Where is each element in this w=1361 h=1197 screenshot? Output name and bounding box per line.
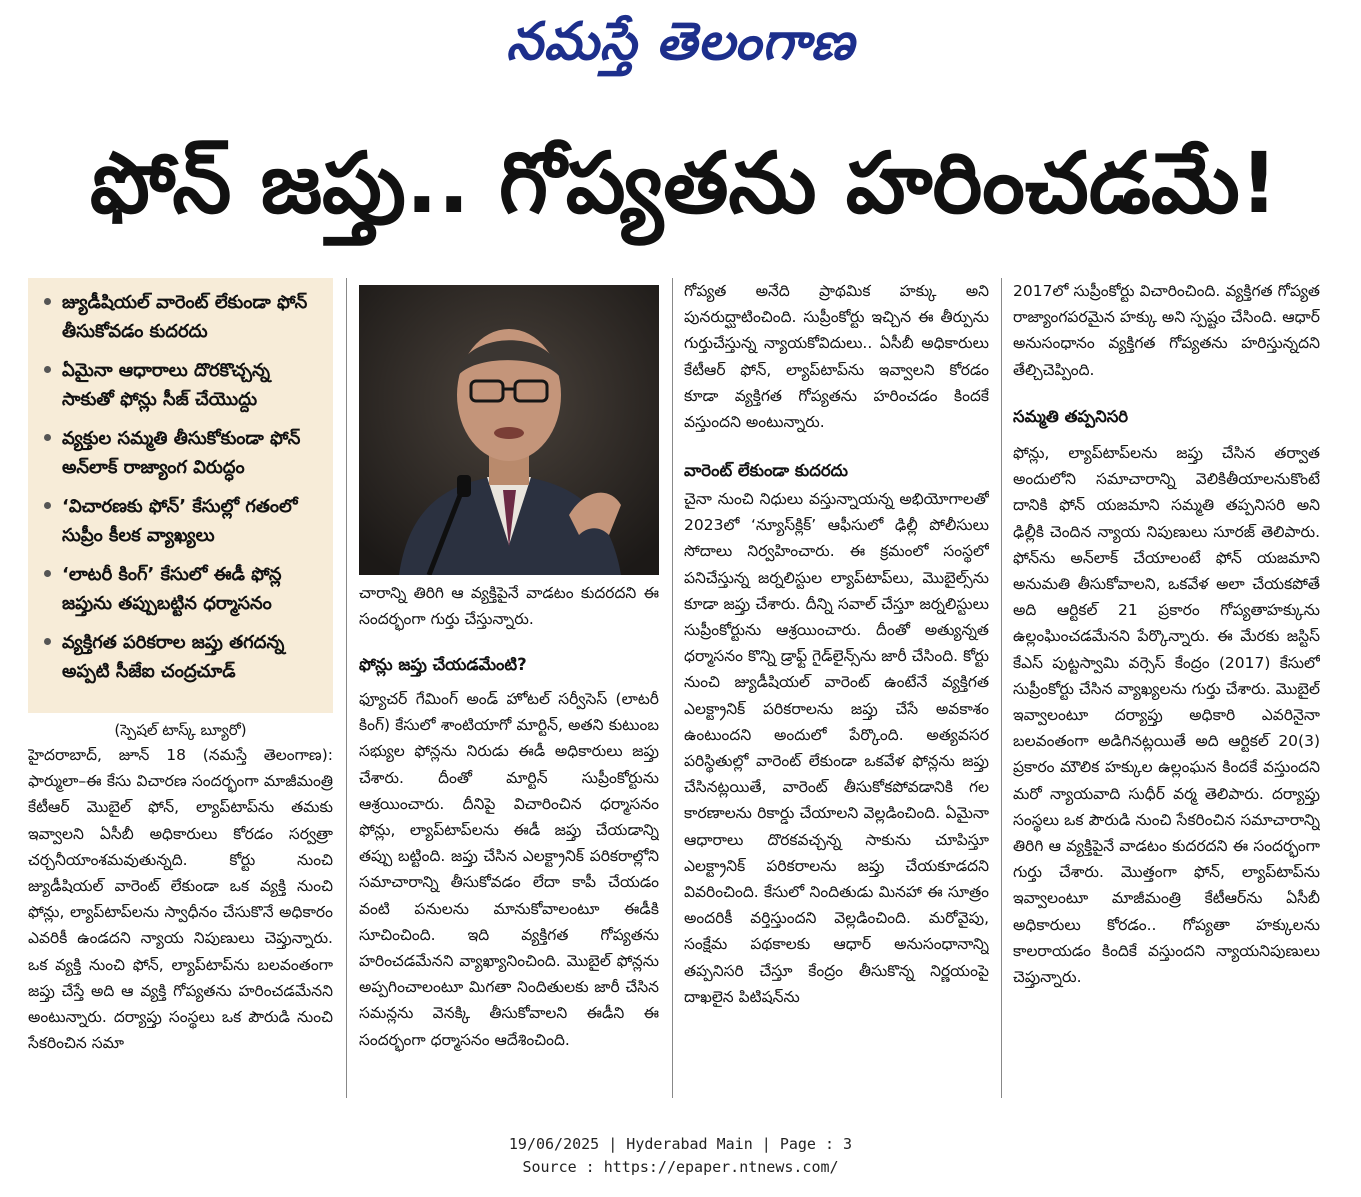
person-speaking-image <box>359 285 659 575</box>
bullet-icon <box>44 502 51 509</box>
highlights-box <box>28 278 333 713</box>
highlight-text: ‘విచారణకు ఫోన్’ కేసుల్లో గతంలో సుప్రీం కీలక వ్యాఖ్యలు <box>62 496 298 546</box>
highlight-item <box>40 356 327 414</box>
headline: ఫోన్ జప్తు.. గోప్యతను హరించడమే! <box>89 134 1279 232</box>
bullet-icon <box>44 638 51 645</box>
highlight-text: వ్యక్తుల సమ్మతి తీసుకోకుండా ఫోన్ అన్‌లాక్ రాజ్యాంగ విరుద్ధం <box>62 428 301 478</box>
highlight-item <box>40 288 327 346</box>
masthead-logo: నమస్తే తెలంగాణ <box>506 12 855 72</box>
bullet-icon <box>44 298 51 305</box>
article-column-4: ఫోన్లు, ల్యాప్‌టాప్‌లను జప్తు చేసిన తర్వాత అందులోని సమాచారాన్ని వెలికితీయాలనుకొంటే దానికి ఫోన్ యజమాని సమ్మతి తప్పనిసరి అని ఢిల్లీకి చెందిన న్యాయ నిపుణులు సూరజ్ తెలిపారు. ఫోన్‌ను అన్‌లాక్ చేయాలంటే ఫోన్ యజమాని అనుమతి తీసుకోవాలని, ఒకవేళ అలా చేయకపోతే అది ఆర్టికల్ 21 ప్రకారం గోప్యతాహక్కును ఉల్లంఘించడమేనని పేర్కొన్నారు. ఈ మేరకు జస్టిస్ కేఎస్ పుట్టస్వామి వర్సెస్ కేంద్రం (2017) కేసులో సుప్రీంకోర్టు చేసిన వ్యాఖ్యలను గుర్తు చేశారు. మొబైల్ ఇవ్వాలంటూ దర్యాప్తు అధికారి ఎవరినైనా బలవంతంగా అడిగినట్లయితే అది ఆర్టికల్ 20(3) ప్రకారం మౌలిక హక్కుల ఉల్లంఘన కిందకే వస్తుందని మరో న్యాయవాది సుధీర్ వర్మ తెలిపారు. దర్యాప్తు సంస్థలు ఒక పౌరుడి నుంచి సేకరించిన సమాచారాన్ని తిరిగి ఆ వ్యక్తిపైనే వాడటం కుదరదని ఈ సందర్భంగా గుర్తు చేశారు. మొత్తంగా ఫోన్, ల్యాప్‌టాప్‌ను ఇవ్వాలంటూ మాజీమంత్రి కేటీఆర్‌ను ఏసీబీ అధికారులు కోరడం.. గోప్యతా హక్కులను కాలరాయడం కిందికే వస్తుందని న్యాయనిపుణులు చెప్తున్నారు. <box>1013 444 1320 987</box>
section-subhead: ఫోన్లు జప్తు చేయడమేంటి? <box>359 655 527 674</box>
article-column-2: ఫ్యూచర్ గేమింగ్ అండ్ హోటల్ సర్వీసెస్ (లాటరీ కింగ్) కేసులో శాంటియాగో మార్టిన్, అతని కుటుంబ సభ్యుల ఫోన్లను నిరుడు ఈడీ అధికారులు జప్తు చేశారు. దీంతో మార్టిన్ సుప్రీంకోర్టును ఆశ్రయించారు. దీనిపై విచారించిన ధర్మాసనం ఫోన్లు, ల్యాప్‌టాప్‌లను ఈడీ జప్తు చేయడాన్ని తప్పు బట్టింది. జప్తు చేసిన ఎలక్ట్రానిక్ పరికరాల్లోని సమాచారాన్ని తీసుకోవడం లేదా కాపీ చేయడం వంటి పనులను మానుకోవాలంటూ ఈడీకి సూచించింది. ఇది వ్యక్తిగత గోప్యతను హరించడమేనని వ్యాఖ్యానించింది. మొబైల్ ఫోన్లను అప్పగించాలంటూ మిగతా నిందితులకు జారీ చేసిన సమన్లను వెనక్కి తీసుకోవాలని ఈడీని ఈ సందర్భంగా ధర్మాసనం ఆదేశించింది. <box>359 690 659 1049</box>
highlight-item <box>40 492 327 550</box>
photo-caption: చారాన్ని తిరిగి ఆ వ్యక్తిపైనే వాడటం కుదరదని ఈ సందర్భంగా గుర్తు చేస్తున్నారు. <box>359 584 659 629</box>
highlight-item <box>40 628 327 686</box>
article-photo <box>359 285 659 575</box>
bullet-icon <box>44 434 51 441</box>
highlight-text: ‘లాటరీ కింగ్’ కేసులో ఈడీ ఫోన్ల జప్తును తప్పుబట్టిన ధర్మాసనం <box>62 564 282 614</box>
byline: (స్పెషల్ టాస్క్ బ్యూరో) <box>114 721 247 739</box>
article-column-4-top: 2017లో సుప్రీంకోర్టు విచారించింది. వ్యక్తిగత గోప్యత రాజ్యాంగపరమైన హక్కు అని స్పష్టం చేసింది. ఆధార్ అనుసంధానం వ్యక్తిగత గోప్యతను హరిస్తున్నదని తేల్చిచెప్పింది. <box>1013 282 1320 379</box>
column-divider <box>346 278 347 1098</box>
article-column-1: హైదరాబాద్, జూన్ 18 (నమస్తే తెలంగాణ): ఫార్ములా–ఈ కేసు విచారణ సందర్భంగా మాజీమంత్రి కేటీఆర్ మొబైల్ ఫోన్, ల్యాప్‌టాప్‌ను తమకు ఇవ్వాలని ఏసీబీ అధికారులు కోరడం సర్వత్రా చర్చనీయాంశమవుతున్నది. కోర్టు నుంచి జ్యుడీషియల్ వారెంట్ లేకుండా ఒక వ్యక్తి నుంచి ఫోన్లు, ల్యాప్‌టాప్‌లను స్వాధీనం చేసుకొనే అధికారం ఎవరికీ ఉండదని న్యాయ నిపుణులు చెప్తున్నారు. ఒక వ్యక్తి నుంచి ఫోన్, ల్యాప్‌టాప్‌ను బలవంతంగా జప్తు చేస్తే అది ఆ వ్యక్తి గోప్యతను హరించడమేనని అంటున్నారు. దర్యాప్తు సంస్థలు ఒక పౌరుడి నుంచి సేకరించిన సమా <box>28 746 333 1053</box>
bullet-icon <box>44 570 51 577</box>
highlight-text: ఏమైనా ఆధారాలు దొరకొచ్చన్న సాకుతో ఫోన్లు సీజ్ చేయొద్దు <box>62 360 270 410</box>
footer-edition-info: 19/06/2025 | Hyderabad Main | Page : 3 <box>508 1135 853 1153</box>
footer-source: Source : https://epaper.ntnews.com/ <box>522 1158 839 1176</box>
bullet-icon <box>44 366 51 373</box>
column-divider <box>1001 278 1002 1098</box>
section-subhead: వారెంట్ లేకుండా కుదరదు <box>684 461 848 480</box>
highlight-item <box>40 424 327 482</box>
highlight-item <box>40 560 327 618</box>
article-column-3: చైనా నుంచి నిధులు వస్తున్నాయన్న అభియోగాలతో 2023లో ‘న్యూస్‌క్లిక్’ ఆఫీసులో ఢిల్లీ పోలీసులు సోదాలు నిర్వహించారు. ఈ క్రమంలో సంస్థలో పనిచేస్తున్న జర్నలిస్టుల ల్యాప్‌టాప్‌లు, మొబైల్స్‌ను కూడా జప్తు చేశారు. దీన్ని సవాల్ చేస్తూ జర్నలిస్టులు సుప్రీంకోర్టును ఆశ్రయించారు. దీంతో అత్యున్నత ధర్మాసనం కొన్ని డ్రాఫ్ట్ గైడ్‌లైన్స్‌ను జారీ చేసింది. కోర్టు నుంచి జ్యుడీషియల్ వారెంట్ ఉంటేనే వ్యక్తిగత ఎలక్ట్రానిక్ పరికరాలను జప్తు చేసే అవకాశం ఉంటుందని అందులో పేర్కొంది. అత్యవసర పరిస్థితుల్లో వారెంట్ లేకుండా ఒకవేళ ఫోన్లను జప్తు చేసినట్లయితే, వారెంట్ తీసుకోకపోవడానికి గల కారణాలను రికార్డు చేయాలని వెల్లడించింది. ఏమైనా ఆధారాలు దొరకవచ్చన్న సాకును చూపిస్తూ ఎలక్ట్రానిక్ పరికరాలను జప్తు చేయకూడదని వివరించింది. కేసులో నిందితుడు మినహా ఈ సూత్రం అందరికీ వర్తిస్తుందని వెల్లడించింది. మరోవైపు, సంక్షేమ పథకాలకు ఆధార్ అనుసంధానాన్ని తప్పనిసరి చేస్తూ కేంద్రం తీసుకొన్న నిర్ణయంపై దాఖలైన పిటిషన్‌ను <box>684 490 989 1006</box>
section-subhead: సమ్మతి తప్పనిసరి <box>1013 407 1129 426</box>
highlight-text: జ్యుడీషియల్ వారెంట్ లేకుండా ఫోన్ తీసుకోవడం కుదరదు <box>62 292 308 342</box>
highlight-text: వ్యక్తిగత పరికరాల జప్తు తగదన్న అప్పటి సీజేఐ చంద్రచూడ్ <box>62 632 285 682</box>
column-divider <box>672 278 673 1098</box>
article-column-3-top: గోప్యత అనేది ప్రాథమిక హక్కు అని పునరుద్ఘాటించింది. సుప్రీంకోర్టు ఇచ్చిన ఈ తీర్పును గుర్తుచేస్తున్న న్యాయకోవిదులు.. ఏసీబీ అధికారులు కేటీఆర్ ఫోన్, ల్యాప్‌టాప్‌ను ఇవ్వాలని కోరడం కూడా వ్యక్తిగత గోప్యతను హరించడం కిందకే వస్తుందని అంటున్నారు. <box>684 282 989 432</box>
